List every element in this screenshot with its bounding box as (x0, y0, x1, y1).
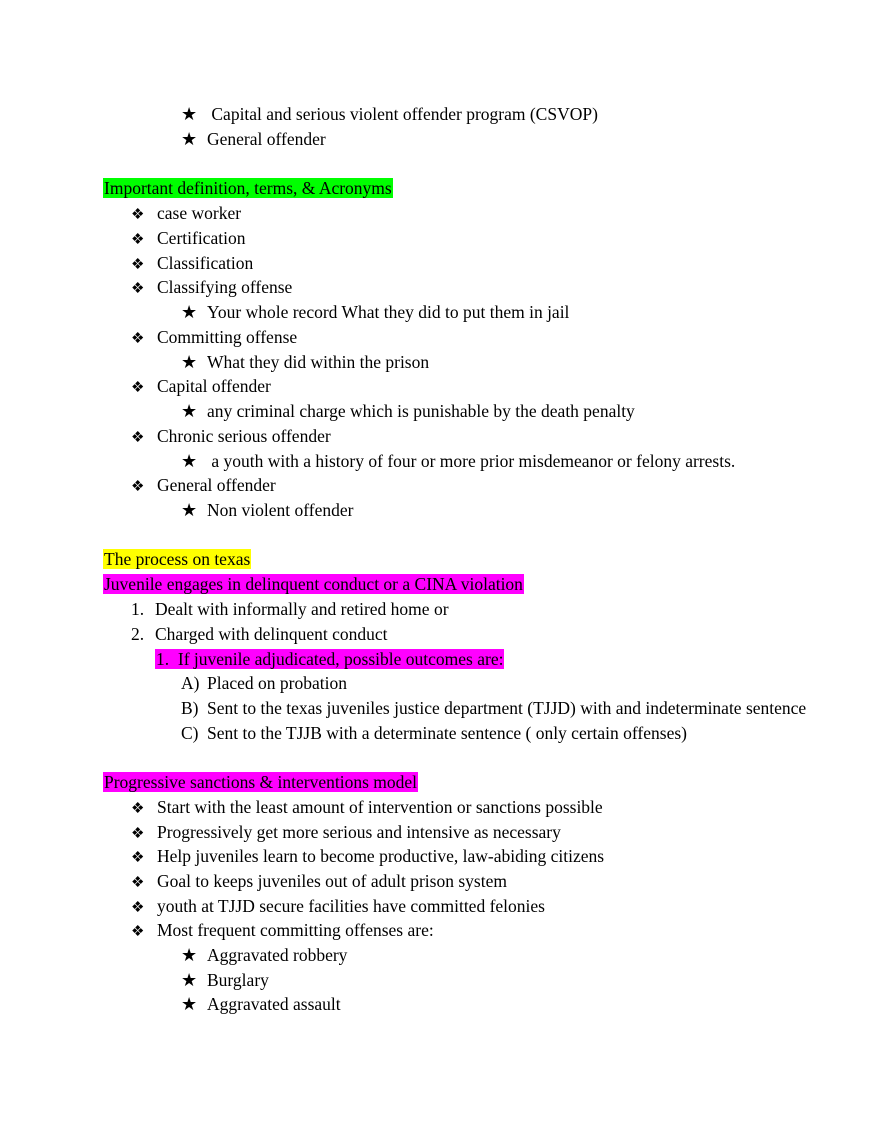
term-definition: a youth with a history of four or more prior misdemeanor or felony arrests. (207, 451, 736, 471)
diamond-bullet-icon: ❖ (131, 900, 145, 916)
list-number: 1. (131, 599, 145, 619)
list-number: 2. (131, 624, 145, 644)
star-bullet-icon: ★ (181, 401, 198, 421)
list-item-text: Capital and serious violent offender program (CSVOP) (207, 104, 598, 124)
numbered-item (131, 622, 387, 647)
list-item (131, 424, 331, 449)
list-item-text: Goal to keeps juveniles out of adult prison system (157, 871, 507, 891)
numbered-item (131, 597, 449, 622)
list-item (131, 795, 603, 820)
term-label: Committing offense (157, 327, 298, 347)
sub-list-item (181, 300, 569, 325)
list-item (181, 127, 326, 152)
list-item-text: Aggravated assault (207, 994, 341, 1014)
term-label: Chronic serious offender (157, 426, 331, 446)
star-bullet-icon: ★ (181, 129, 198, 149)
list-item-text: Aggravated robbery (207, 945, 348, 965)
star-bullet-icon: ★ (181, 352, 198, 372)
highlighted-heading: Progressive sanctions & interventions model (104, 772, 418, 792)
list-item (131, 226, 245, 251)
highlighted-subheading: Juvenile engages in delinquent conduct or a CINA violation (104, 574, 523, 594)
lettered-item (181, 696, 806, 721)
list-item (131, 918, 434, 943)
star-bullet-icon: ★ (181, 945, 198, 965)
list-item-text: youth at TJJD secure facilities have committed felonies (157, 896, 545, 916)
numbered-item-text: If juvenile adjudicated, possible outcomes are: (177, 649, 504, 669)
list-item (131, 820, 561, 845)
diamond-bullet-icon: ❖ (131, 875, 145, 891)
section-heading-definitions (103, 176, 393, 201)
sub-list-item (181, 943, 347, 968)
numbered-item-text: Dealt with informally and retired home or (155, 599, 449, 619)
list-item-text: Most frequent committing offenses are: (157, 920, 434, 940)
star-bullet-icon: ★ (181, 994, 198, 1014)
term-label: Classifying offense (157, 277, 293, 297)
list-item (131, 374, 271, 399)
diamond-bullet-icon: ❖ (131, 331, 145, 347)
list-item (131, 894, 545, 919)
list-item (131, 251, 253, 276)
lettered-item (181, 671, 347, 696)
diamond-bullet-icon: ❖ (131, 380, 145, 396)
sub-list-item (181, 992, 341, 1017)
list-item-text: Progressively get more serious and intensive as necessary (157, 822, 561, 842)
list-item (131, 325, 297, 350)
sub-list-item (181, 498, 353, 523)
list-item (131, 869, 507, 894)
list-item-text: Burglary (207, 970, 269, 990)
term-label: Capital offender (157, 376, 271, 396)
highlighted-item (155, 649, 504, 669)
list-item-text: Help juveniles learn to become productive, law-abiding citizens (157, 846, 605, 866)
list-item (131, 844, 604, 869)
sub-list-item (181, 968, 269, 993)
list-letter: B) (181, 698, 199, 718)
star-bullet-icon: ★ (181, 302, 198, 322)
star-bullet-icon: ★ (181, 104, 198, 124)
diamond-bullet-icon: ❖ (131, 479, 145, 495)
star-bullet-icon: ★ (181, 451, 198, 471)
sub-list-item (181, 399, 635, 424)
term-definition: any criminal charge which is punishable by the death penalty (207, 401, 635, 421)
diamond-bullet-icon: ❖ (131, 850, 145, 866)
list-item (131, 275, 292, 300)
highlighted-heading: The process on texas (104, 549, 251, 569)
list-item-text: General offender (207, 129, 326, 149)
diamond-bullet-icon: ❖ (131, 924, 145, 940)
term-label: case worker (157, 203, 242, 223)
sub-list-item (181, 350, 429, 375)
term-definition: Your whole record What they did to put them in jail (207, 302, 570, 322)
nested-numbered-item (155, 647, 504, 672)
list-letter: C) (181, 723, 199, 743)
term-label: General offender (157, 475, 276, 495)
list-item (181, 102, 598, 127)
term-definition: What they did within the prison (207, 352, 430, 372)
lettered-item-text: Placed on probation (207, 673, 347, 693)
sub-list-item (181, 449, 735, 474)
lettered-item-text: Sent to the TJJB with a determinate sentence ( only certain offenses) (207, 723, 687, 743)
list-letter: A) (181, 673, 200, 693)
section-subheading (103, 572, 524, 597)
list-item (131, 473, 276, 498)
term-label: Classification (157, 253, 254, 273)
section-heading-process (103, 547, 251, 572)
term-definition: Non violent offender (207, 500, 354, 520)
section-heading-sanctions (103, 770, 418, 795)
numbered-item-text: Charged with delinquent conduct (155, 624, 388, 644)
highlighted-heading: Important definition, terms, & Acronyms (104, 178, 392, 198)
list-item-text: Start with the least amount of intervention or sanctions possible (157, 797, 603, 817)
lettered-item (181, 721, 687, 746)
diamond-bullet-icon: ❖ (131, 801, 145, 817)
diamond-bullet-icon: ❖ (131, 207, 145, 223)
lettered-item-text: Sent to the texas juveniles justice department (TJJD) with and indeterminate sentence (207, 698, 807, 718)
star-bullet-icon: ★ (181, 500, 198, 520)
diamond-bullet-icon: ❖ (131, 430, 145, 446)
star-bullet-icon: ★ (181, 970, 198, 990)
diamond-bullet-icon: ❖ (131, 232, 145, 248)
diamond-bullet-icon: ❖ (131, 826, 145, 842)
diamond-bullet-icon: ❖ (131, 257, 145, 273)
diamond-bullet-icon: ❖ (131, 281, 145, 297)
list-item (131, 201, 241, 226)
term-label: Certification (157, 228, 246, 248)
list-number: 1. (156, 649, 170, 669)
